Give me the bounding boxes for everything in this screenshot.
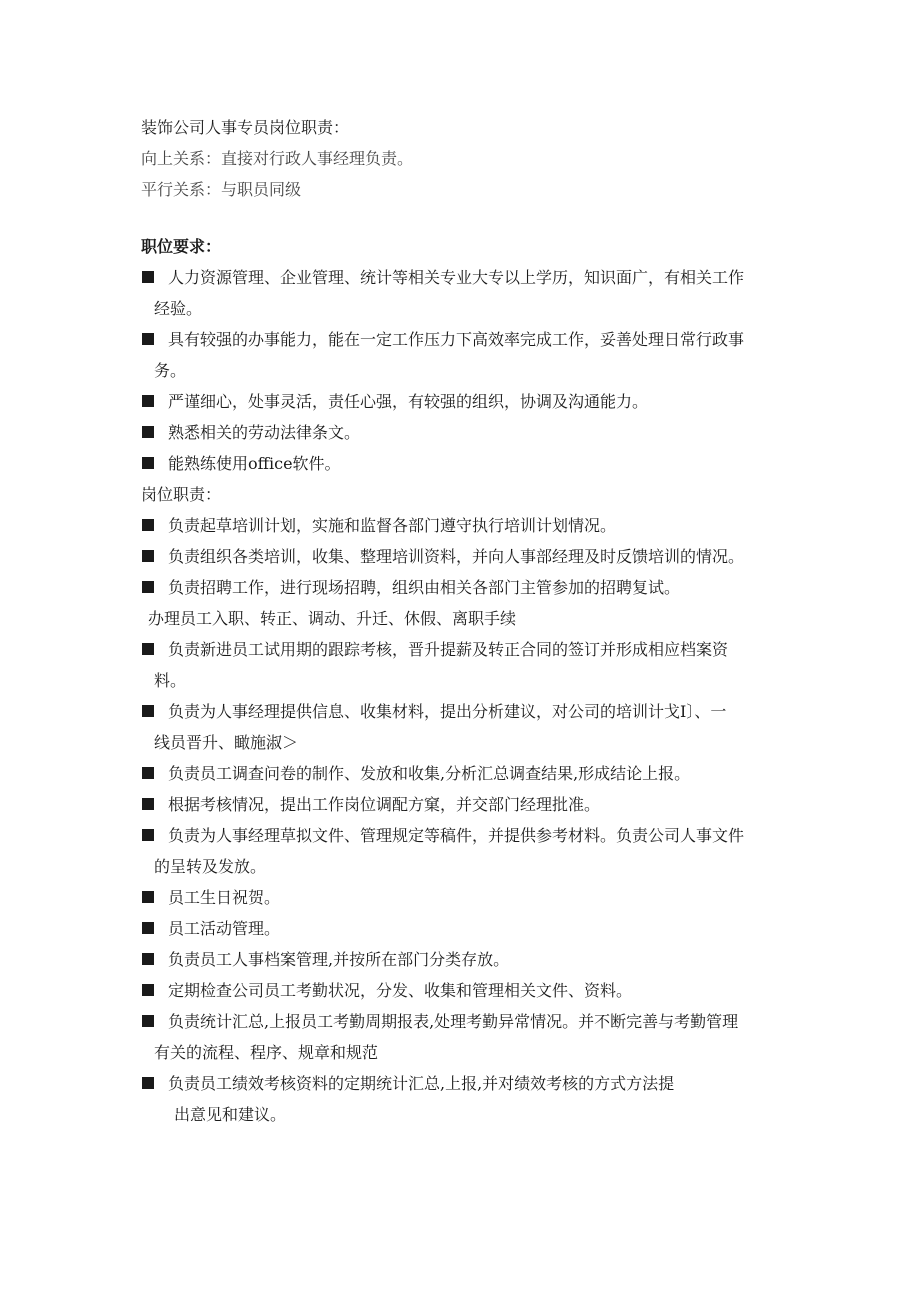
- requirement-text: 严谨细心，处事灵活，责任心强，有较强的组织，协调及沟通能力。: [168, 392, 649, 411]
- square-bullet-icon: [142, 426, 154, 438]
- square-bullet-icon: [142, 271, 154, 283]
- duty-item: [141, 913, 808, 944]
- duty-text: 负责为人事经理提供信息、收集材料，提出分析建议，对公司的培训计戈I〕、一: [168, 702, 727, 721]
- duty-text: 负责员工人事档案管理,并按所在部门分类存放。: [168, 950, 510, 969]
- duty-text-cont: 的呈转及发放。: [154, 857, 267, 876]
- duty-item: [141, 944, 808, 975]
- requirement-item: [141, 386, 808, 417]
- document-title: 装饰公司人事专员岗位职责：: [141, 118, 350, 137]
- duty-item: [141, 975, 808, 1006]
- requirement-text-cont: 经验。: [154, 299, 203, 318]
- duty-text: 负责员工调查问卷的制作、发放和收集,分析汇总调查结果,形成结论上报。: [168, 764, 691, 783]
- square-bullet-icon: [142, 891, 154, 903]
- duty-item: [141, 1006, 808, 1068]
- requirement-text: 具有较强的办事能力，能在一定工作压力下高效率完成工作，妥善处理日常行政事: [168, 330, 745, 349]
- duty-text: 员工活动管理。: [168, 919, 281, 938]
- square-bullet-icon: [142, 922, 154, 934]
- square-bullet-icon: [142, 643, 154, 655]
- duty-text-cont: 线员晋升、瞰施淑＞: [154, 733, 299, 752]
- upward-relation: 向上关系：直接对行政人事经理负责。: [141, 149, 414, 168]
- duty-item: [141, 696, 808, 758]
- duty-plain-line: 办理员工入职、转正、调动、升迁、休假、离职手续: [148, 609, 517, 628]
- requirement-item: [141, 324, 808, 386]
- duty-text: 负责招聘工作，进行现场招聘，组织由相关各部门主管参加的招聘复试。: [168, 578, 681, 597]
- square-bullet-icon: [142, 953, 154, 965]
- square-bullet-icon: [142, 798, 154, 810]
- requirement-item: [141, 417, 808, 448]
- duty-text: 负责员工绩效考核资料的定期统计汇总,上报,并对绩效考核的方式方法提: [168, 1074, 675, 1093]
- duty-text: 负责组织各类培训，收集、整理培训资料，并向人事部经理及时反馈培训的情况。: [168, 547, 745, 566]
- square-bullet-icon: [142, 829, 154, 841]
- duty-text-cont: 出意见和建议。: [174, 1105, 287, 1124]
- square-bullet-icon: [142, 705, 154, 717]
- requirement-text: 熟悉相关的劳动法律条文。: [168, 423, 361, 442]
- duty-text: 负责新进员工试用期的跟踪考核，晋升提薪及转正合同的签订并形成相应档案资: [168, 640, 729, 659]
- requirement-text: 能熟练使用office软件。: [168, 454, 341, 473]
- document-page: [141, 112, 791, 1130]
- duty-text: 负责起草培训计划，实施和监督各部门遵守执行培训计划情况。: [168, 516, 617, 535]
- duties-heading: 岗位职责：: [141, 485, 222, 504]
- duty-item: [141, 789, 808, 820]
- duty-text: 根据考核情况，提出工作岗位调配方窠，并交部门经理批准。: [168, 795, 601, 814]
- requirement-text-cont: 务。: [154, 361, 187, 380]
- square-bullet-icon: [142, 581, 154, 593]
- duty-text: 定期检查公司员工考勤状况，分发、收集和管理相关文件、资料。: [168, 981, 633, 1000]
- square-bullet-icon: [142, 550, 154, 562]
- square-bullet-icon: [142, 395, 154, 407]
- square-bullet-icon: [142, 519, 154, 531]
- duty-item: [141, 634, 808, 696]
- square-bullet-icon: [142, 984, 154, 996]
- duty-text: 负责统计汇总,上报员工考勤周期报表,处理考勤异常情况。并不断完善与考勤管理: [168, 1012, 739, 1031]
- square-bullet-icon: [142, 767, 154, 779]
- duty-item: [141, 1068, 808, 1130]
- square-bullet-icon: [142, 1077, 154, 1089]
- section-gap: [141, 205, 791, 231]
- duty-text: 负责为人事经理草拟文件、管理规定等稿件，并提供参考材料。负责公司人事文件: [168, 826, 745, 845]
- parallel-relation: 平行关系：与职员同级: [141, 180, 302, 199]
- duty-item: [141, 758, 808, 789]
- duty-item: [141, 510, 808, 541]
- square-bullet-icon: [142, 457, 154, 469]
- duty-item: [141, 572, 808, 603]
- duty-text-cont: 有关的流程、程序、规章和规范: [154, 1043, 379, 1062]
- requirements-heading: 职位要求：: [141, 237, 222, 256]
- duty-item: [141, 820, 808, 882]
- duty-item: [141, 541, 808, 572]
- duty-text: 员工生日祝贺。: [168, 888, 281, 907]
- square-bullet-icon: [142, 333, 154, 345]
- duty-text-cont: 料。: [154, 671, 187, 690]
- square-bullet-icon: [142, 1015, 154, 1027]
- duty-item: [141, 882, 808, 913]
- requirement-item: [141, 262, 808, 324]
- requirement-item: [141, 448, 808, 479]
- requirement-text: 人力资源管理、企业管理、统计等相关专业大专以上学历，知识面广，有相关工作: [168, 268, 745, 287]
